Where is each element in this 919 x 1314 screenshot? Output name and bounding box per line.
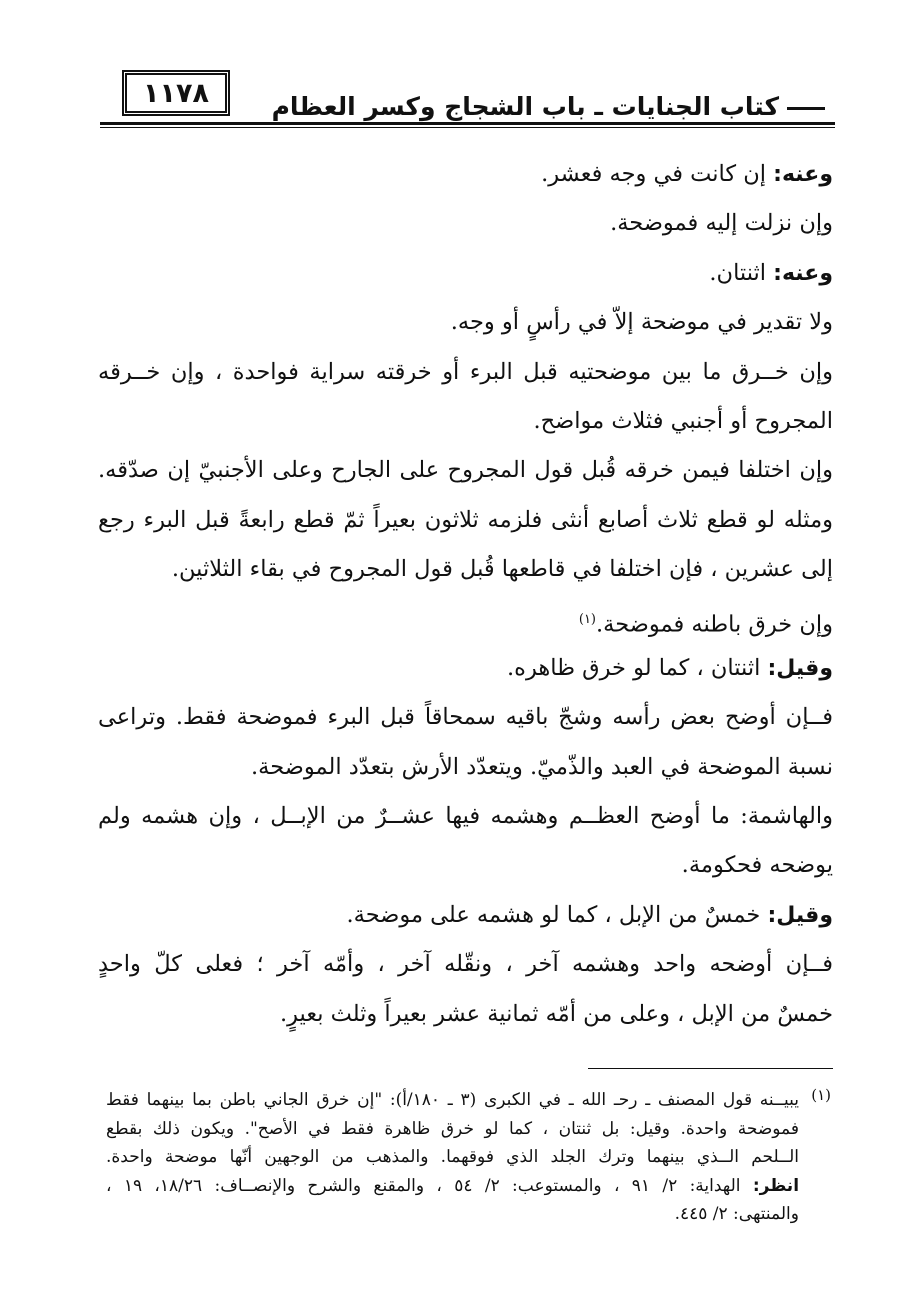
text-line-16 (98, 891, 833, 940)
main-text (98, 150, 833, 1039)
line-text: المجروح أو أجنبي فثلاث مواضح. (533, 407, 833, 434)
footnote-line-1 (106, 1086, 799, 1115)
footnote-text: فموضحة واحدة. وقيل: بل ثنتان ، كما لو خرق ظاهرة فقط في الأصح". ويكون ذلك بقطع (106, 1118, 799, 1139)
footnote-text: الــلحم الــذي بينهما وترك الجلد الذي فوقهما. والمذهب من الوجهين أنّها موضحة واحدة. (106, 1147, 799, 1168)
line-text: فــإن أوضحه واحد وهشمه آخر ، ونقّله آخر ، وأمّه آخر ؛ فعلى كلّ واحدٍ (98, 951, 833, 978)
text-line-14 (98, 792, 833, 841)
line-text: وإن خــرق ما بين موضحتيه قبل البرء أو خرقته سراية فواحدة ، وإن خــرقه (98, 358, 833, 385)
running-title-text: كتاب الجنايات ـ باب الشجاج وكسر العظام (271, 92, 779, 121)
line-text: اثنتان ، كما لو خرق ظاهره. (507, 654, 768, 681)
line-lead: وعنه: (773, 260, 833, 286)
footnote-marker: (١) (811, 1086, 831, 1104)
footnote (106, 1086, 831, 1229)
line-text: وإن نزلت إليه فموضحة. (610, 210, 833, 237)
line-text: فــإن أوضح بعض رأسه وشجّ باقيه سمحاقاً قبل البرء فموضحة فقط. وتراعى (98, 704, 833, 731)
text-line-6 (98, 397, 833, 446)
line-lead: وعنه: (773, 162, 833, 187)
line-text: خمسٌ من الإبل ، كما لو هشمه على موضحة. (346, 901, 768, 928)
footnote-text: والمنتهى: ٢/ ٤٤٥. (674, 1204, 799, 1225)
text-line-13 (98, 743, 833, 792)
text-line-15 (98, 841, 833, 890)
line-text: خمسٌ من الإبل ، وعلى من أمّه ثمانية عشر بعيراً وثلث بعيرٍ. (279, 1000, 833, 1027)
title-dash (787, 107, 825, 110)
footnote-text: الهداية: ٢/ ٩١ ، والمستوعب: ٢/ ٥٤ ، والمقنع والشرح والإنصــاف: ١٨/٢٦، ١٩ ، (106, 1175, 753, 1196)
text-line-2 (98, 199, 833, 248)
text-line-11 (98, 644, 833, 693)
line-text: إن كانت في وجه فعشر. (541, 161, 774, 187)
line-text: ولا تقدير في موضحة إلاّ في رأسٍ أو وجه. (450, 309, 833, 336)
footnote-line-4 (106, 1172, 799, 1201)
footnote-line-5 (106, 1200, 799, 1229)
footnote-text: يبيــنه قول المصنف ـ رحـ الله ـ في الكبرى (٣ ـ ١٨٠/أ): "إن خرق الجاني باطن بما بينهما فقط (106, 1090, 799, 1110)
text-line-17 (98, 940, 833, 989)
text-line-8 (98, 496, 833, 545)
footnote-lead: انظر: (752, 1175, 800, 1196)
footnote-line-3 (106, 1143, 799, 1172)
footnote-line-2 (106, 1115, 799, 1144)
text-line-9 (98, 545, 833, 594)
page-header (100, 70, 835, 132)
text-line-4 (98, 298, 833, 347)
page-number: ١١٧٨ (122, 70, 230, 116)
line-text: نسبة الموضحة في العبد والذّميّ. ويتعدّد الأرش بتعدّد الموضحة. (251, 753, 833, 780)
line-text: اثنتان. (709, 259, 774, 286)
footnote-reference[interactable]: (١) (578, 611, 596, 627)
line-text: إلى عشرين ، فإن اختلفا في قاطعها قُبل قول المجروح في بقاء الثلاثين. (171, 556, 833, 583)
line-lead: وقيل: (767, 655, 833, 681)
text-line-10 (98, 595, 833, 644)
line-text: وإن خرق باطنه فموضحة. (596, 611, 833, 638)
text-line-12 (98, 693, 833, 742)
text-line-1 (98, 150, 833, 199)
footnote-separator (588, 1068, 833, 1069)
line-text: وإن اختلفا فيمن خرقه قُبل قول المجروح على الجارح وعلى الأجنبيّ إن صدّقه. (98, 457, 833, 484)
header-rule (100, 122, 835, 125)
header-rule-thin (100, 127, 835, 128)
line-text: ومثله لو قطع ثلاث أصابع أنثى فلزمه ثلاثون بعيراً ثمّ قطع رابعةً قبل البرء رجع (98, 506, 833, 533)
text-line-3 (98, 249, 833, 298)
line-text: والهاشمة: ما أوضح العظــم وهشمه فيها عشــرٌ من الإبــل ، وإن هشمه ولم (98, 803, 833, 830)
line-lead: وقيل: (767, 902, 833, 928)
line-text: يوضحه فحكومة. (681, 852, 833, 879)
text-line-18 (98, 990, 833, 1039)
running-title (264, 92, 835, 121)
text-line-5 (98, 348, 833, 397)
text-line-7 (98, 446, 833, 495)
